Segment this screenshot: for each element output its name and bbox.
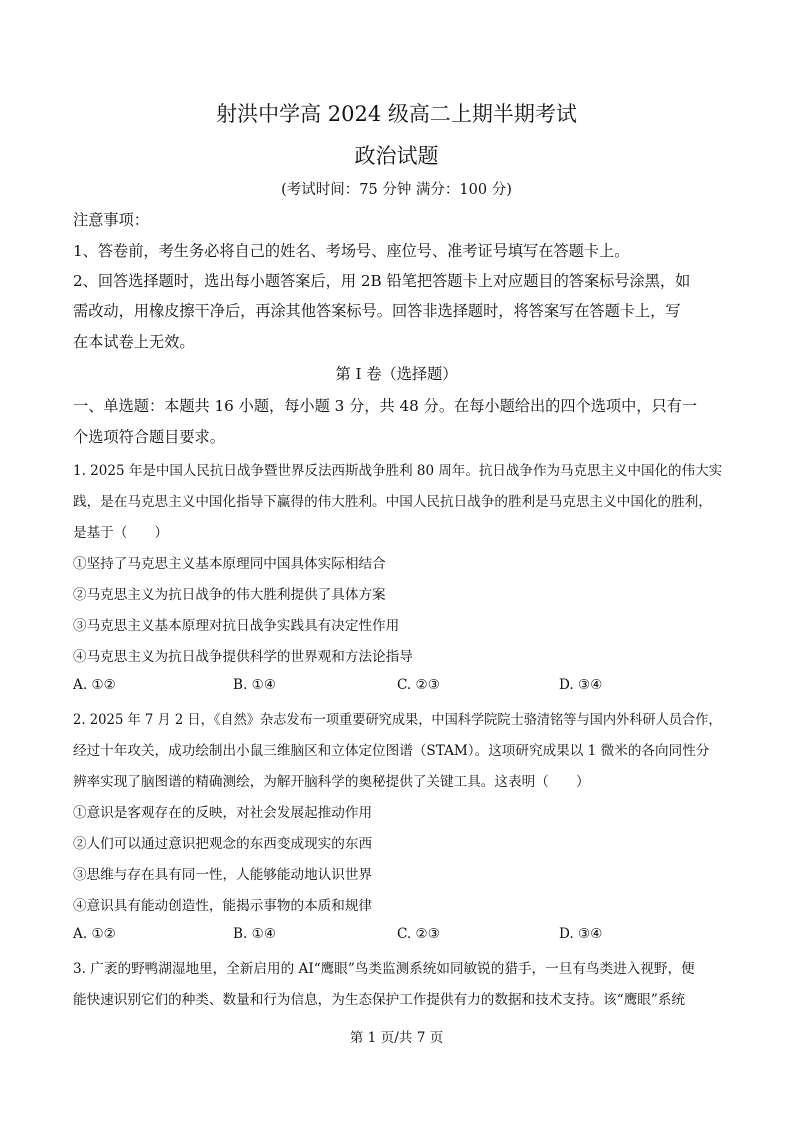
- section-intro-line-1: 一、单选题：本题共 16 小题，每小题 3 分，共 48 分。在每小题给出的四个选项中，只有一: [73, 397, 698, 415]
- q3-stem-line-1: 3. 广袤的野鸭湖湿地里，全新启用的 AI“鹰眼”鸟类监测系统如同敏锐的猎手，一旦有鸟类进入视野，便: [73, 961, 695, 977]
- q1-statement-2: ②马克思主义为抗日战争的伟大胜利提供了具体方案: [73, 587, 386, 603]
- q2-stem-line-3: 辨率实现了脑图谱的精确测绘，为解开脑科学的奥秘提供了关键工具。这表明（ ）: [73, 774, 590, 790]
- q2-option-b: B. ①④: [233, 926, 277, 942]
- page-footer: 第 1 页/共 7 页: [349, 1030, 444, 1046]
- section-intro-line-2: 个选项符合题目要求。: [73, 428, 225, 446]
- q1-stem-line-2: 践，是在马克思主义中国化指导下赢得的伟大胜利。中国人民抗日战争的胜利是马克思主义中国化的胜利，: [73, 494, 712, 510]
- q2-stem-line-1: 2. 2025 年 7 月 2 日，《自然》杂志发布一项重要研究成果，中国科学院院士骆清铭等与国内外科研人员合作，: [73, 712, 722, 728]
- q1-statement-1: ①坚持了马克思主义基本原理同中国具体实际相结合: [73, 556, 386, 572]
- q2-statement-3: ③思维与存在具有同一性，人能够能动地认识世界: [73, 867, 373, 883]
- notice-heading: 注意事项：: [73, 211, 149, 229]
- section-title: 第 I 卷（选择题）: [335, 365, 458, 383]
- q1-option-c: C. ②③: [397, 677, 440, 693]
- q1-option-a: A. ①②: [73, 677, 116, 693]
- q2-statement-2: ②人们可以通过意识把观念的东西变成现实的东西: [73, 836, 373, 852]
- q2-option-d: D. ③④: [559, 926, 603, 942]
- q2-stem-line-2: 经过十年攻关，成功绘制出小鼠三维脑区和立体定位图谱（STAM）。这项研究成果以 1 微米的各向同性分: [73, 743, 710, 759]
- subject-title: 政治试题: [354, 144, 439, 168]
- q1-stem-line-3: 是基于（ ）: [73, 525, 169, 541]
- q2-statement-1: ①意识是客观存在的反映，对社会发展起推动作用: [73, 805, 373, 821]
- q1-option-d: D. ③④: [559, 677, 603, 693]
- q2-option-a: A. ①②: [73, 926, 116, 942]
- exam-info: (考试时间：75 分钟 满分：100 分): [281, 182, 512, 198]
- q3-stem-line-2: 能快速识别它们的种类、数量和行为信息，为生态保护工作提供有力的数据和技术支持。该“鹰眼”系统: [73, 992, 686, 1008]
- q2-statement-4: ④意识具有能动创造性，能揭示事物的本质和规律: [73, 898, 373, 914]
- q1-option-b: B. ①④: [233, 677, 277, 693]
- q1-statement-4: ④马克思主义为抗日战争提供科学的世界观和方法论指导: [73, 649, 413, 665]
- q2-option-c: C. ②③: [397, 926, 440, 942]
- notice-item-2-line-1: 2、回答选择题时，选出每小题答案后，用 2B 铅笔把答题卡上对应题目的答案标号涂黑，如: [73, 272, 691, 290]
- exam-title: 射洪中学高 2024 级高二上期半期考试: [216, 102, 577, 126]
- q1-stem-line-1: 1. 2025 年是中国人民抗日战争暨世界反法西斯战争胜利 80 周年。抗日战争作为马克思主义中国化的伟大实: [73, 463, 723, 479]
- notice-item-2-line-3: 在本试卷上无效。: [73, 333, 195, 351]
- notice-item-2-line-2: 需改动，用橡皮擦干净后，再涂其他答案标号。回答非选择题时，将答案写在答题卡上，写: [73, 302, 681, 320]
- notice-item-1: 1、答卷前，考生务必将自己的姓名、考场号、座位号、准考证号填写在答题卡上。: [73, 242, 630, 260]
- q1-statement-3: ③马克思主义基本原理对抗日战争实践具有决定性作用: [73, 618, 400, 634]
